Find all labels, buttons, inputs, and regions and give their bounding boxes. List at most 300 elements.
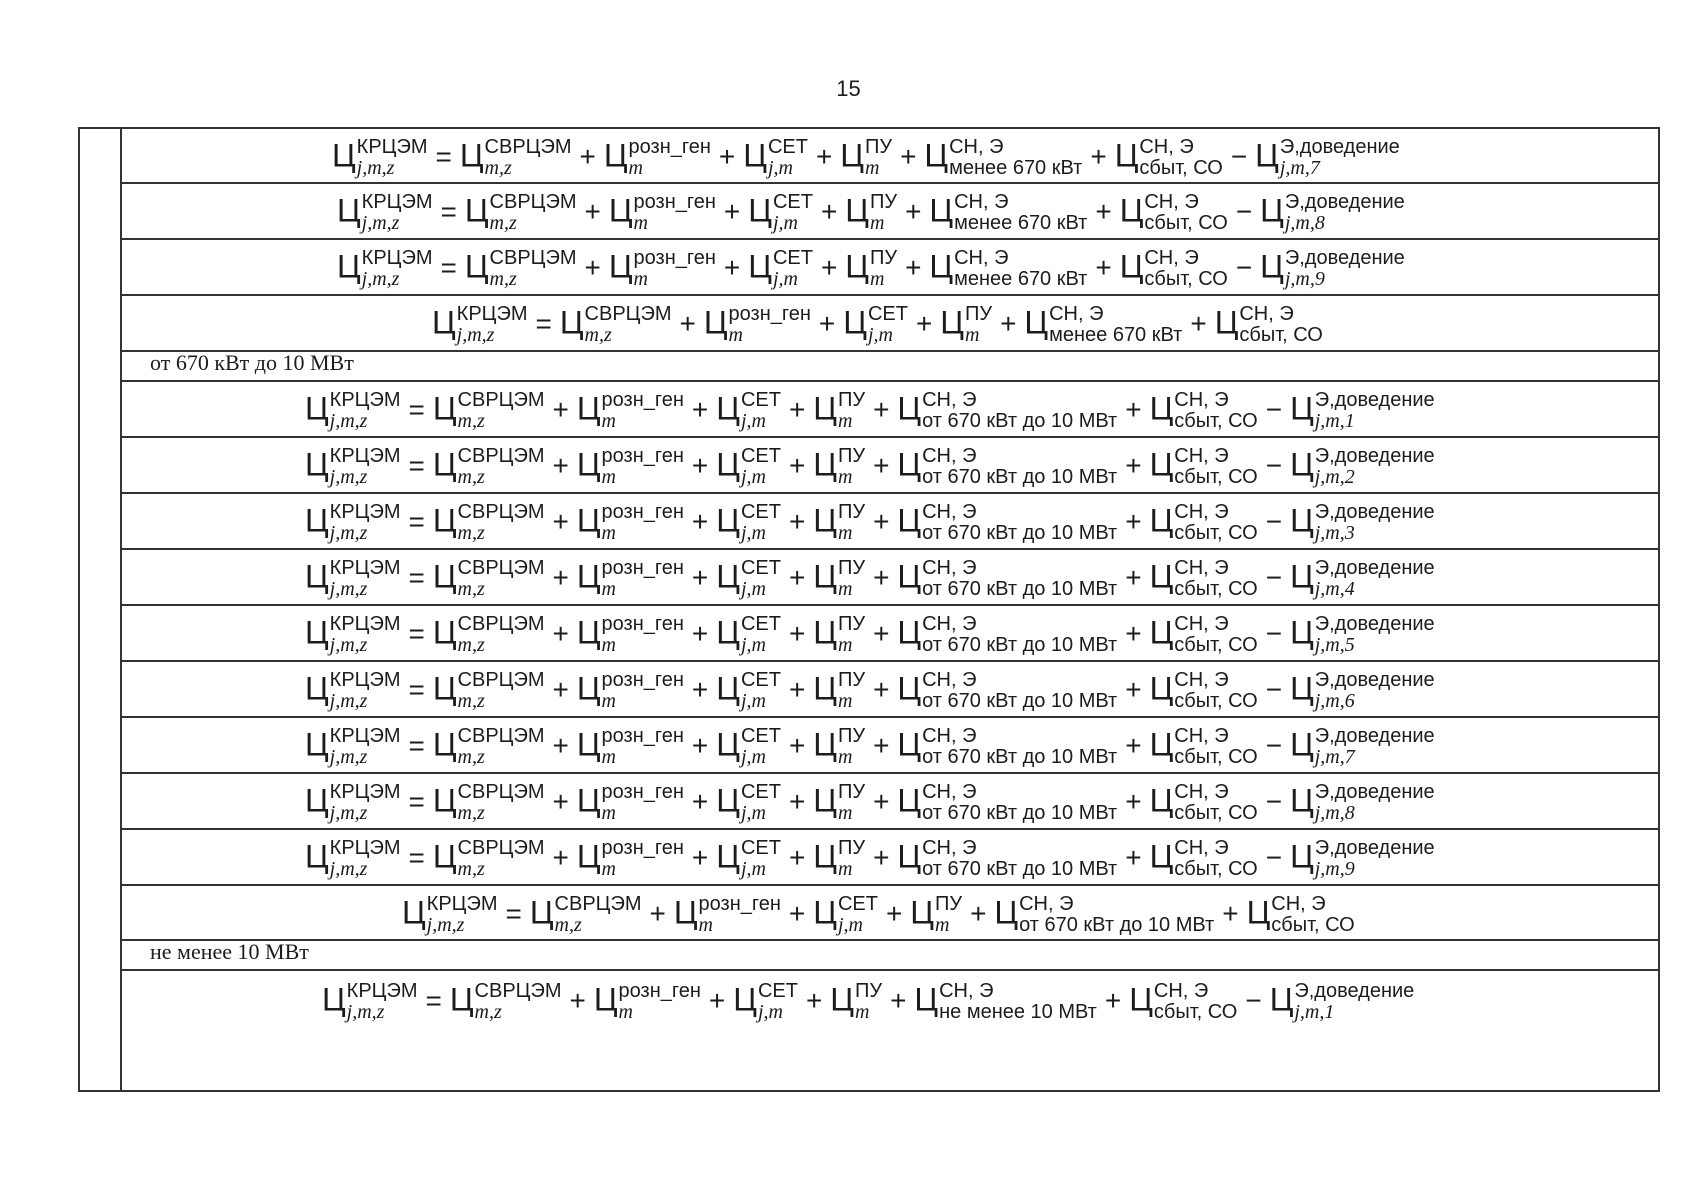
dovedenie-term-symbol: Ц (1269, 981, 1294, 1018)
svr-term-subscript: m,z (457, 858, 485, 880)
pu-term-superscript: ПУ (837, 781, 866, 803)
sn-sbyt-term-indices (1154, 981, 1237, 1023)
sn-range-term (929, 248, 1087, 290)
section-label: не менее 10 МВт (150, 939, 309, 964)
formula-row (122, 774, 1658, 830)
sn-sbyt-term-subscript: сбыт, СО (1174, 746, 1258, 768)
sn-sbyt-term-superscript: СН, Э (1174, 613, 1229, 635)
pu-term-symbol: Ц (813, 558, 837, 595)
svr-term-indices (458, 502, 545, 544)
svr-term-symbol: Ц (432, 502, 457, 539)
sn-range-term-symbol: Ц (994, 894, 1019, 931)
lhs-term (332, 137, 428, 179)
set-term-symbol: Ц (716, 782, 740, 819)
svr-term-indices (585, 304, 672, 346)
operator: + (649, 898, 666, 930)
sn-sbyt-term-indices (1174, 614, 1257, 656)
pu-term-superscript: ПУ (837, 557, 866, 579)
dovedenie-term-superscript: Э,доведение (1314, 613, 1435, 635)
operator: + (873, 450, 890, 482)
sn-range-term-subscript: менее 670 кВт (954, 268, 1088, 290)
svr-term-subscript: m,z (489, 268, 517, 290)
lhs-term (305, 838, 401, 880)
svr-term (433, 838, 545, 880)
rozn-gen-term-subscript: m (633, 268, 648, 290)
operator: = (408, 562, 425, 594)
formula-row (122, 830, 1658, 886)
rozn-gen-term (577, 502, 684, 544)
pu-term (940, 304, 992, 346)
pu-term (813, 502, 865, 544)
sn-sbyt-term-symbol: Ц (1149, 502, 1174, 539)
rozn-gen-term-superscript: розн_ген (601, 389, 684, 411)
formula-table (78, 127, 1660, 1092)
lhs-term-symbol: Ц (337, 248, 361, 285)
sn-range-term (897, 670, 1117, 712)
dovedenie-term-symbol: Ц (1290, 446, 1314, 483)
svr-term-indices (485, 137, 572, 179)
sn-range-term-symbol: Ц (897, 558, 922, 595)
section-label: от 670 кВт до 10 МВт (150, 350, 354, 375)
sn-sbyt-term-subscript: сбыт, СО (1144, 212, 1228, 234)
set-term (813, 894, 878, 936)
dovedenie-term-symbol: Ц (1260, 248, 1284, 285)
pu-term-subscript: m (837, 746, 853, 768)
set-term-subscript: j,m (740, 858, 766, 880)
rozn-gen-term (577, 670, 684, 712)
formula-expression (305, 446, 1435, 488)
operator: − (1265, 562, 1283, 594)
svr-term (433, 390, 545, 432)
dovedenie-term (1290, 838, 1435, 880)
rozn-gen-term (704, 304, 811, 346)
dovedenie-term-indices (1315, 614, 1435, 656)
sn-range-term-symbol: Ц (897, 782, 922, 819)
rozn-gen-term-symbol: Ц (576, 614, 601, 651)
set-term-superscript: СЕТ (837, 893, 878, 915)
lhs-term (305, 614, 401, 656)
rozn-gen-term-symbol: Ц (576, 558, 601, 595)
operator: − (1265, 730, 1283, 762)
dovedenie-term-subscript: j,m,7 (1279, 157, 1320, 179)
lhs-term (337, 248, 433, 290)
svr-term-superscript: СВРЦЭМ (457, 669, 545, 691)
sn-sbyt-term-symbol: Ц (1149, 614, 1174, 651)
lhs-term-symbol: Ц (305, 446, 329, 483)
operator: − (1265, 674, 1283, 706)
pu-term (840, 137, 892, 179)
lhs-term-indices (330, 390, 401, 432)
lhs-term-symbol: Ц (305, 726, 329, 763)
sn-range-term-subscript: от 670 кВт до 10 МВт (922, 858, 1118, 880)
rozn-gen-term-subscript: m (601, 410, 616, 432)
operator: + (691, 394, 709, 426)
sn-sbyt-term (1120, 248, 1228, 290)
operator: + (723, 252, 741, 284)
sn-range-term (929, 192, 1087, 234)
pu-term-superscript: ПУ (934, 893, 963, 915)
set-term-subscript: j,m (740, 802, 766, 824)
sn-range-term-indices (1049, 304, 1182, 346)
sn-range-term-symbol: Ц (897, 446, 922, 483)
sn-range-term-superscript: СН, Э (922, 557, 977, 579)
formula-expression (305, 838, 1435, 880)
svr-term-subscript: m,z (457, 466, 485, 488)
pu-term-superscript: ПУ (864, 136, 893, 158)
sn-range-term (897, 502, 1117, 544)
lhs-term-superscript: КРЦЭМ (329, 613, 401, 635)
rozn-gen-term-symbol: Ц (576, 446, 601, 483)
rozn-gen-term-indices (602, 838, 684, 880)
sn-sbyt-term (1150, 558, 1258, 600)
operator: + (552, 786, 569, 818)
rozn-gen-term-indices (602, 726, 684, 768)
rozn-gen-term-superscript: розн_ген (698, 893, 781, 915)
sn-sbyt-term-symbol: Ц (1114, 137, 1139, 174)
formula (122, 438, 1658, 492)
lhs-term-indices (330, 558, 401, 600)
set-term-superscript: СЕТ (740, 501, 781, 523)
sn-sbyt-term-symbol: Ц (1119, 192, 1144, 229)
formula-row (122, 971, 1658, 1094)
operator: + (569, 985, 586, 1017)
operator: + (873, 730, 890, 762)
sn-sbyt-term-superscript: СН, Э (1139, 136, 1194, 158)
dovedenie-term-superscript: Э,доведение (1314, 669, 1435, 691)
sn-range-term-superscript: СН, Э (922, 837, 977, 859)
formula (122, 886, 1658, 939)
dovedenie-term-superscript: Э,доведение (1294, 980, 1415, 1002)
lhs-term-symbol: Ц (305, 614, 329, 651)
operator: + (552, 394, 569, 426)
sn-range-term (897, 838, 1117, 880)
set-term (743, 137, 808, 179)
pu-term (910, 894, 962, 936)
set-term-subscript: j,m (740, 522, 766, 544)
formula (122, 184, 1658, 238)
dovedenie-term-subscript: j,m,8 (1314, 802, 1355, 824)
dovedenie-term-subscript: j,m,7 (1314, 746, 1355, 768)
formula-row (122, 184, 1658, 240)
rozn-gen-term-subscript: m (601, 746, 616, 768)
operator: + (788, 842, 806, 874)
operator: + (1090, 141, 1107, 173)
lhs-term-indices (362, 248, 433, 290)
sn-range-term-indices (922, 446, 1117, 488)
operator: + (788, 506, 806, 538)
lhs-term-indices (362, 192, 433, 234)
set-term-superscript: СЕТ (740, 613, 781, 635)
svr-term-superscript: СВРЦЭМ (457, 557, 545, 579)
operator: + (1125, 562, 1142, 594)
operator: + (584, 196, 601, 228)
set-term-indices (741, 502, 781, 544)
pu-term-symbol: Ц (813, 446, 837, 483)
pu-term (813, 446, 865, 488)
sn-range-term-subscript: не менее 10 МВт (939, 1001, 1097, 1023)
svr-term-superscript: СВРЦЭМ (484, 136, 572, 158)
operator: = (408, 674, 425, 706)
pu-term-symbol: Ц (813, 838, 837, 875)
sn-range-term-subscript: от 670 кВт до 10 МВт (922, 466, 1118, 488)
sn-range-term-subscript: от 670 кВт до 10 МВт (922, 522, 1118, 544)
set-term-subscript: j,m (740, 746, 766, 768)
lhs-term-subscript: j,m,z (456, 324, 495, 346)
sn-range-term (897, 390, 1117, 432)
sn-sbyt-term-indices (1239, 304, 1322, 346)
sn-sbyt-term-symbol: Ц (1149, 726, 1174, 763)
lhs-term (432, 304, 528, 346)
set-term-superscript: СЕТ (740, 781, 781, 803)
rozn-gen-term-subscript: m (601, 522, 616, 544)
dovedenie-term-subscript: j,m,3 (1314, 522, 1355, 544)
sn-sbyt-term (1150, 838, 1258, 880)
svr-term (433, 670, 545, 712)
pu-term-symbol: Ц (940, 304, 964, 341)
sn-sbyt-term-symbol: Ц (1246, 894, 1271, 931)
dovedenie-term-superscript: Э,доведение (1284, 191, 1405, 213)
operator: = (408, 842, 425, 874)
dovedenie-term-indices (1294, 981, 1414, 1023)
operator: + (552, 618, 569, 650)
sn-range-term (994, 894, 1214, 936)
pu-term-indices (870, 192, 897, 234)
rozn-gen-term-indices (602, 558, 684, 600)
pu-term (813, 614, 865, 656)
set-term-subscript: j,m (867, 324, 893, 346)
svr-term (433, 558, 545, 600)
formula-row (122, 382, 1658, 438)
set-term-indices (868, 304, 908, 346)
formula-expression (305, 782, 1435, 824)
dovedenie-term-subscript: j,m,9 (1284, 268, 1325, 290)
lhs-term (305, 390, 401, 432)
sn-range-term (1024, 304, 1182, 346)
set-term-symbol: Ц (813, 894, 837, 931)
rozn-gen-term-indices (699, 894, 781, 936)
lhs-term-superscript: КРЦЭМ (329, 389, 401, 411)
rozn-gen-term-superscript: розн_ген (601, 725, 684, 747)
operator: + (1125, 730, 1142, 762)
dovedenie-term (1290, 782, 1435, 824)
sn-sbyt-term (1150, 726, 1258, 768)
lhs-term-superscript: КРЦЭМ (456, 303, 528, 325)
svr-term-indices (458, 726, 545, 768)
sn-range-term-symbol: Ц (897, 726, 922, 763)
page-number: 15 (836, 76, 861, 101)
set-term-symbol: Ц (716, 502, 740, 539)
sn-range-term-indices (939, 981, 1097, 1023)
rozn-gen-term-subscript: m (601, 578, 616, 600)
dovedenie-term (1290, 390, 1435, 432)
pu-term (813, 670, 865, 712)
svr-term-indices (458, 446, 545, 488)
lhs-term-symbol: Ц (432, 304, 456, 341)
set-term-indices (741, 670, 781, 712)
operator: + (873, 618, 890, 650)
sn-sbyt-term-superscript: СН, Э (1153, 980, 1209, 1002)
formula (122, 830, 1658, 884)
lhs-term-indices (457, 304, 528, 346)
set-term-indices (741, 390, 781, 432)
set-term-subscript: j,m (740, 466, 766, 488)
operator: + (820, 196, 838, 228)
sn-range-term-indices (922, 782, 1117, 824)
formula (122, 129, 1658, 182)
formula (122, 494, 1658, 548)
operator: − (1265, 618, 1283, 650)
svr-term-subscript: m,z (489, 212, 517, 234)
set-term-symbol: Ц (716, 390, 740, 427)
rozn-gen-term-superscript: розн_ген (728, 303, 811, 325)
svr-term-subscript: m,z (457, 578, 485, 600)
set-term-indices (741, 446, 781, 488)
operator: + (552, 674, 569, 706)
operator: + (873, 506, 890, 538)
svr-term-subscript: m,z (457, 522, 485, 544)
dovedenie-term-subscript: j,m,6 (1314, 690, 1355, 712)
sn-sbyt-term-superscript: СН, Э (1174, 669, 1229, 691)
svr-term-indices (475, 981, 562, 1023)
lhs-term-superscript: КРЦЭМ (329, 557, 401, 579)
sn-range-term-superscript: СН, Э (922, 501, 977, 523)
formula-expression (305, 502, 1435, 544)
rozn-gen-term-superscript: розн_ген (628, 136, 711, 158)
dovedenie-term (1260, 248, 1405, 290)
sn-range-term-symbol: Ц (897, 390, 922, 427)
set-term-indices (741, 614, 781, 656)
svr-term-subscript: m,z (457, 634, 485, 656)
sn-sbyt-term-symbol: Ц (1214, 304, 1239, 341)
operator: − (1265, 450, 1283, 482)
set-term-indices (838, 894, 878, 936)
svr-term-superscript: СВРЦЭМ (489, 247, 577, 269)
sn-sbyt-term-symbol: Ц (1149, 390, 1174, 427)
lhs-term (402, 894, 498, 936)
sn-sbyt-term-subscript: сбыт, СО (1174, 634, 1258, 656)
sn-sbyt-term (1150, 670, 1258, 712)
set-term-symbol: Ц (748, 248, 772, 285)
set-term-subscript: j,m (740, 410, 766, 432)
operator: + (691, 730, 709, 762)
lhs-term-indices (330, 726, 401, 768)
set-term-subscript: j,m (837, 914, 863, 936)
rozn-gen-term-symbol: Ц (608, 192, 633, 229)
dovedenie-term (1290, 614, 1435, 656)
pu-term-subscript: m (964, 324, 980, 346)
svr-term (460, 137, 572, 179)
lhs-term-superscript: КРЦЭМ (426, 893, 498, 915)
pu-term-indices (935, 894, 962, 936)
sn-sbyt-term-superscript: СН, Э (1174, 725, 1229, 747)
svr-term-subscript: m,z (584, 324, 612, 346)
rozn-gen-term-symbol: Ц (576, 390, 601, 427)
set-term-symbol: Ц (716, 670, 740, 707)
svr-term-symbol: Ц (529, 894, 554, 931)
pu-term (845, 192, 897, 234)
operator: + (552, 842, 569, 874)
sn-sbyt-term-symbol: Ц (1149, 446, 1174, 483)
pu-term-symbol: Ц (845, 192, 869, 229)
sn-range-term-superscript: СН, Э (939, 980, 994, 1002)
set-term-indices (773, 248, 813, 290)
formula-expression (305, 390, 1435, 432)
svr-term (433, 446, 545, 488)
operator: + (708, 985, 726, 1017)
lhs-term-indices (330, 614, 401, 656)
sn-range-term-superscript: СН, Э (954, 247, 1009, 269)
svr-term-superscript: СВРЦЭМ (474, 980, 562, 1002)
operator: + (552, 506, 569, 538)
rozn-gen-term (609, 192, 716, 234)
svr-term (433, 782, 545, 824)
pu-term-indices (838, 726, 865, 768)
sn-range-term-indices (954, 192, 1087, 234)
svr-term-symbol: Ц (432, 670, 457, 707)
dovedenie-term-superscript: Э,доведение (1284, 247, 1405, 269)
set-term-subscript: j,m (740, 578, 766, 600)
lhs-term-subscript: j,m,z (329, 802, 368, 824)
dovedenie-term-subscript: j,m,2 (1314, 466, 1355, 488)
svr-term-subscript: m,z (457, 802, 485, 824)
sn-sbyt-term-subscript: сбыт, СО (1139, 157, 1223, 179)
rozn-gen-term (577, 390, 684, 432)
formula-row (122, 606, 1658, 662)
sn-range-term-superscript: СН, Э (922, 613, 977, 635)
pu-term-superscript: ПУ (837, 613, 866, 635)
pu-term-symbol: Ц (813, 726, 837, 763)
set-term-superscript: СЕТ (740, 669, 781, 691)
rozn-gen-term-indices (602, 670, 684, 712)
pu-term-subscript: m (837, 466, 853, 488)
section-row (122, 941, 1658, 971)
pu-term-superscript: ПУ (837, 445, 866, 467)
dovedenie-term-subscript: j,m,8 (1284, 212, 1325, 234)
sn-range-term-subscript: менее 670 кВт (949, 157, 1083, 179)
set-term-subscript: j,m (772, 212, 798, 234)
svr-term-subscript: m,z (457, 690, 485, 712)
dovedenie-term (1255, 137, 1400, 179)
pu-term-indices (838, 446, 865, 488)
sn-sbyt-term (1150, 390, 1258, 432)
operator: + (788, 450, 806, 482)
dovedenie-term-indices (1315, 782, 1435, 824)
dovedenie-term (1290, 446, 1435, 488)
svr-term-subscript: m,z (554, 914, 582, 936)
sn-sbyt-term-subscript: сбыт, СО (1174, 410, 1258, 432)
lhs-term-symbol: Ц (337, 192, 361, 229)
lhs-term-symbol: Ц (332, 137, 356, 174)
svr-term-symbol: Ц (464, 192, 489, 229)
set-term-superscript: СЕТ (757, 980, 798, 1002)
operator: − (1245, 985, 1262, 1017)
lhs-term-symbol: Ц (305, 838, 329, 875)
sn-range-term-superscript: СН, Э (922, 781, 977, 803)
rozn-gen-term-superscript: розн_ген (601, 557, 684, 579)
pu-term-indices (865, 137, 892, 179)
rozn-gen-term-symbol: Ц (603, 137, 628, 174)
pu-term-subscript: m (837, 858, 853, 880)
sn-range-term-symbol: Ц (897, 502, 922, 539)
set-term (733, 981, 798, 1023)
rozn-gen-term-subscript: m (618, 1001, 633, 1023)
sn-sbyt-term-subscript: сбыт, СО (1174, 858, 1258, 880)
lhs-term-symbol: Ц (305, 670, 329, 707)
svr-term-superscript: СВРЦЭМ (554, 893, 642, 915)
pu-term-subscript: m (854, 1001, 870, 1023)
set-term-indices (741, 838, 781, 880)
pu-term-subscript: m (837, 522, 853, 544)
